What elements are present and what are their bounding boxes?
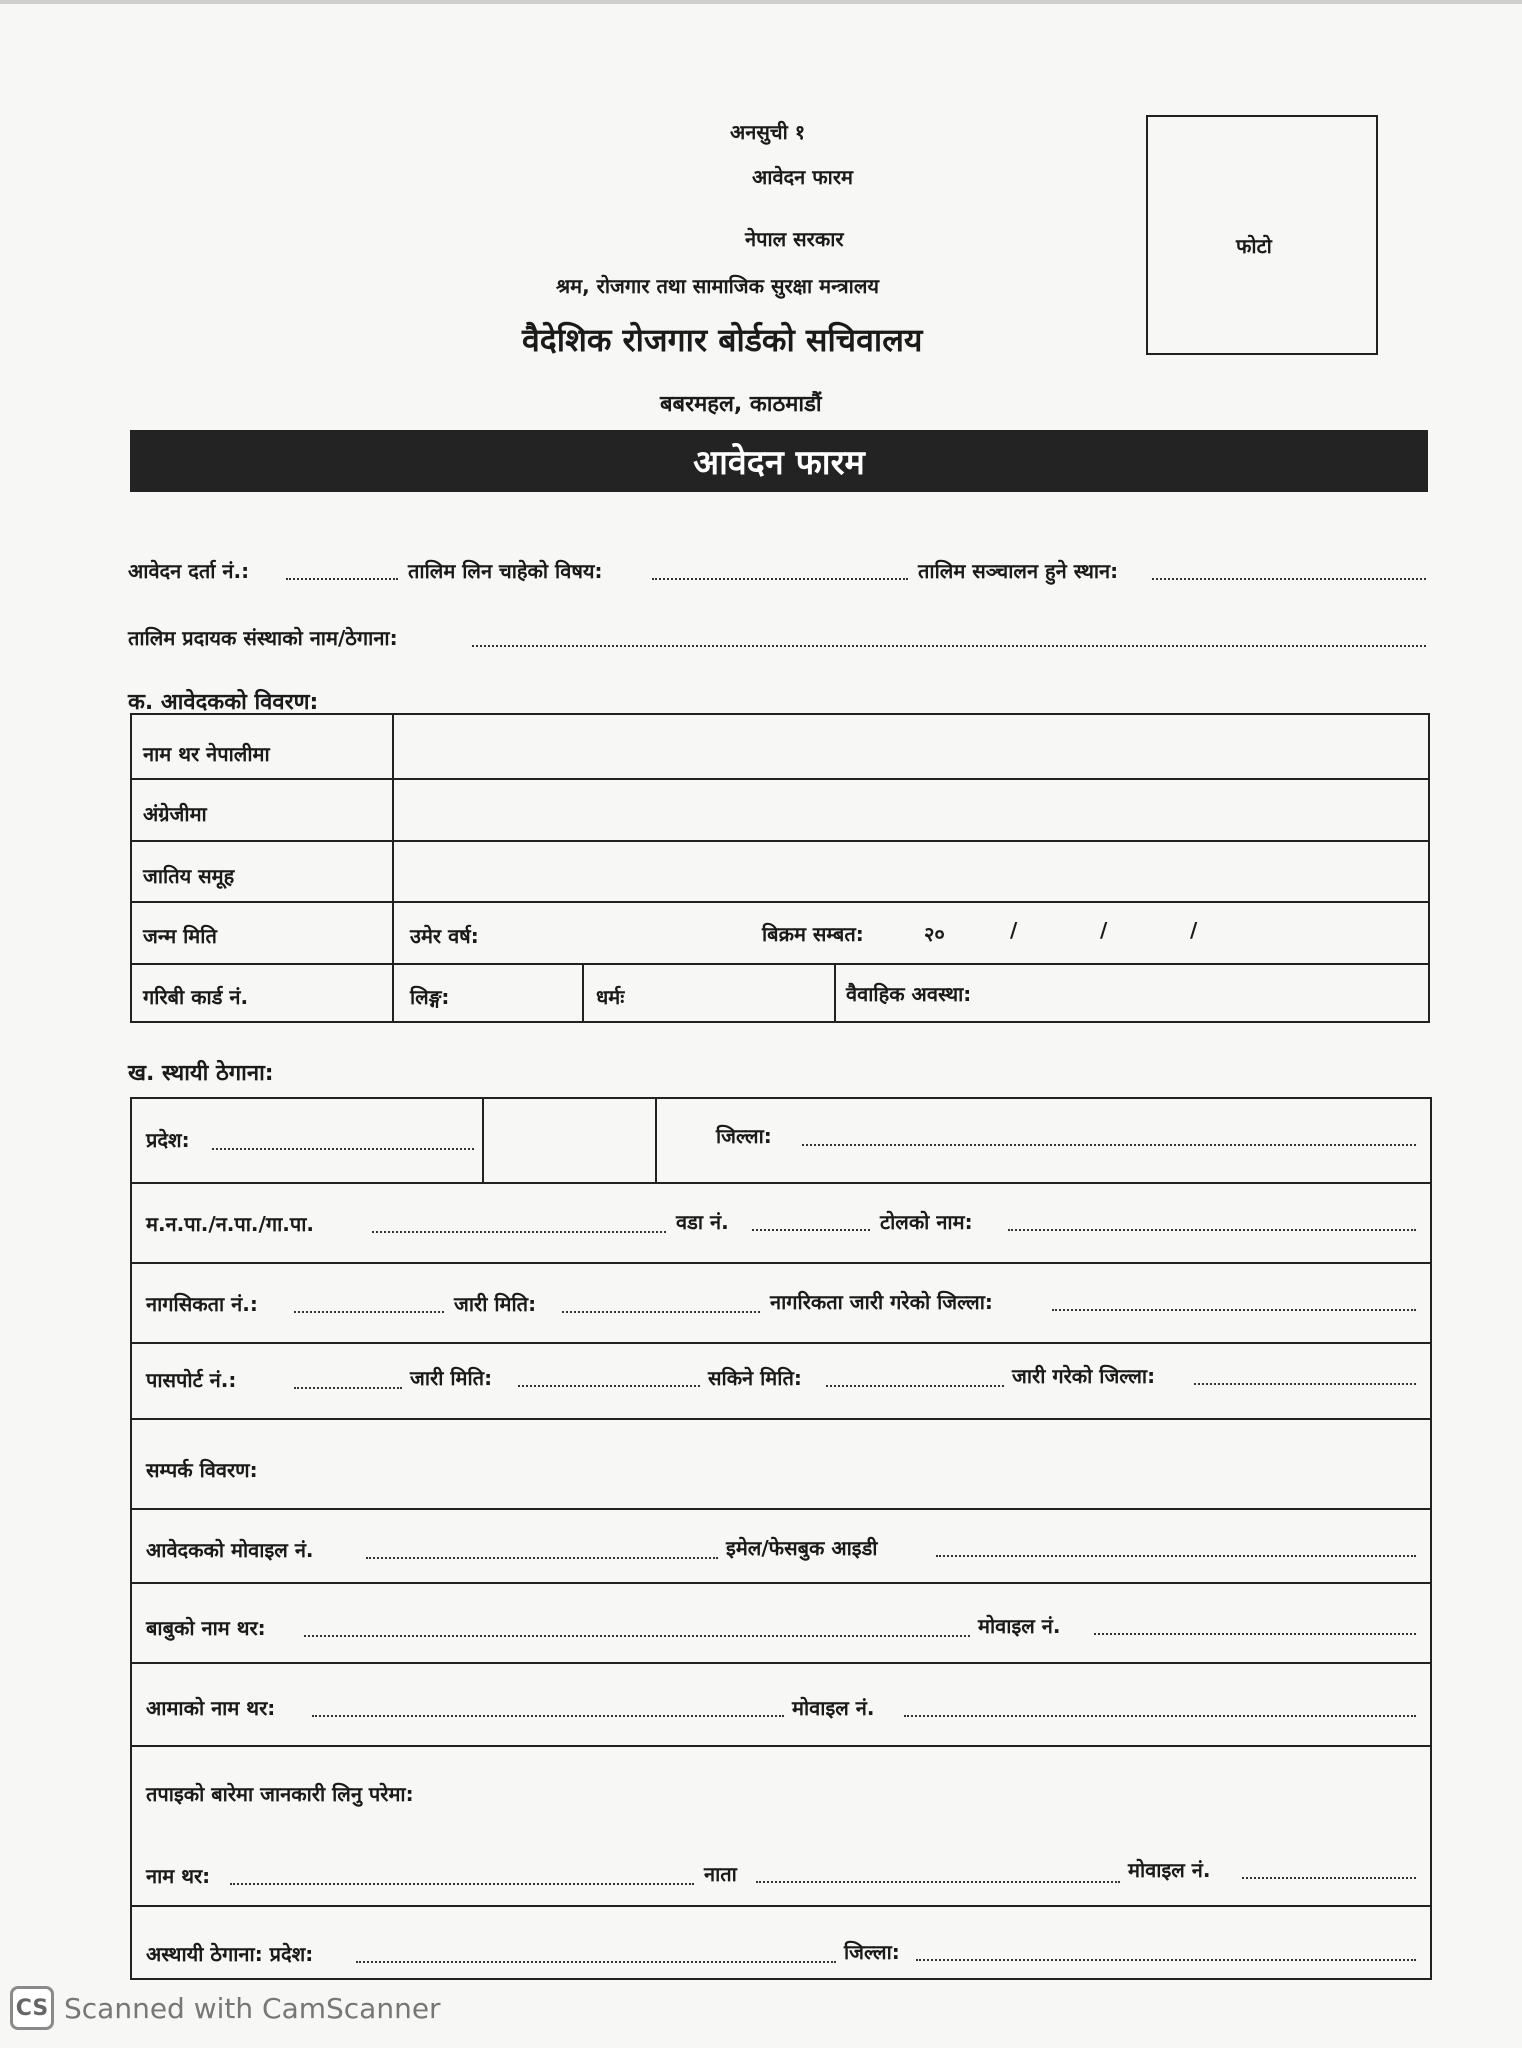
row-divider — [130, 1745, 1432, 1747]
row-divider — [130, 1182, 1432, 1184]
citizenship-district-field[interactable] — [1052, 1309, 1416, 1311]
ward-field[interactable] — [752, 1229, 870, 1231]
passport-issue-label: जारी मिति: — [410, 1366, 493, 1390]
row-divider — [130, 1418, 1432, 1420]
section-kha-heading: ख. स्थायी ठेगाना: — [128, 1061, 274, 1086]
citizenship-no-label: नागसिकता नं.: — [146, 1292, 258, 1316]
office-address: बबरमहल, काठमाडौं — [660, 392, 822, 417]
temp-district-label: जिल्ला: — [844, 1940, 900, 1964]
row-divider — [130, 1662, 1432, 1664]
contact-heading: सम्पर्क विवरण: — [146, 1458, 258, 1482]
name-nepali-label: नाम थर नेपालीमा — [143, 742, 270, 766]
mother-mobile-field[interactable] — [904, 1715, 1416, 1717]
temp-address-label: अस्थायी ठेगाना: प्रदेश: — [146, 1942, 314, 1966]
reference-mobile-label: मोवाइल नं. — [1128, 1858, 1211, 1882]
email-field[interactable] — [936, 1555, 1416, 1557]
citizenship-district-label: नागरिकता जारी गरेको जिल्ला: — [770, 1290, 993, 1314]
mother-mobile-label: मोवाइल नं. — [792, 1696, 875, 1720]
reference-heading: तपाइको बारेमा जानकारी लिनु परेमा: — [146, 1782, 414, 1806]
father-mobile-field[interactable] — [1094, 1633, 1416, 1635]
citizenship-issue-field[interactable] — [562, 1311, 760, 1313]
father-name-field[interactable] — [304, 1635, 970, 1637]
row-divider — [130, 963, 1430, 965]
date-slash: / — [1190, 918, 1198, 942]
temp-district-field[interactable] — [916, 1959, 1416, 1961]
training-subject-field[interactable] — [652, 578, 908, 580]
date-slash: / — [1010, 918, 1018, 942]
scan-edge — [0, 0, 1522, 4]
provider-label: तालिम प्रदायक संस्थाको नाम/ठेगाना: — [128, 626, 398, 650]
religion-label: धर्मः — [596, 985, 625, 1009]
ethnic-group-field[interactable] — [396, 843, 1426, 899]
bs-prefix: २० — [924, 922, 945, 946]
column-divider — [834, 963, 836, 1023]
citizenship-no-field[interactable] — [294, 1311, 444, 1313]
annex-label: अनसुची १ — [730, 120, 806, 144]
column-divider — [482, 1097, 484, 1182]
name-english-field[interactable] — [396, 781, 1426, 838]
form-banner: आवेदन फारम — [130, 430, 1428, 492]
ethnic-group-label: जातिय समूह — [143, 864, 235, 888]
name-nepali-field[interactable] — [396, 716, 1426, 776]
temp-province-field[interactable] — [356, 1961, 836, 1963]
expiry-field[interactable] — [826, 1385, 1004, 1387]
section-ka-heading: क. आवेदकको विवरण: — [128, 690, 319, 715]
citizenship-issue-label: जारी मिति: — [454, 1292, 537, 1316]
photo-label: फोटो — [1236, 234, 1272, 258]
row-divider — [130, 1262, 1432, 1264]
column-divider — [655, 1097, 657, 1182]
reference-name-field[interactable] — [230, 1883, 694, 1885]
row-divider — [130, 901, 1430, 903]
tole-label: टोलको नाम: — [880, 1210, 973, 1234]
date-slash: / — [1100, 918, 1108, 942]
photo-box[interactable] — [1146, 115, 1378, 355]
father-mobile-label: मोवाइल नं. — [978, 1614, 1061, 1638]
gender-label: लिङ्ग: — [410, 985, 450, 1009]
municipality-field[interactable] — [372, 1231, 666, 1233]
relation-label: नाता — [704, 1862, 737, 1886]
column-divider — [582, 963, 584, 1023]
passport-district-field[interactable] — [1194, 1383, 1416, 1385]
email-label: इमेल/फेसबुक आइडी — [726, 1536, 878, 1560]
poverty-card-label: गरिबी कार्ड नं. — [143, 985, 249, 1009]
camscanner-text: Scanned with CamScanner — [64, 1991, 441, 2025]
tole-field[interactable] — [1008, 1229, 1416, 1231]
passport-no-field[interactable] — [294, 1387, 402, 1389]
bs-label: बिक्रम सम्बत: — [762, 922, 864, 946]
reference-name-label: नाम थर: — [146, 1864, 211, 1888]
municipality-label: म.न.पा./न.पा./गा.पा. — [146, 1212, 315, 1236]
district-label: जिल्ला: — [716, 1124, 772, 1148]
applicant-mobile-label: आवेदकको मोवाइल नं. — [146, 1538, 314, 1562]
reference-mobile-field[interactable] — [1242, 1877, 1416, 1879]
government-label: नेपाल सरकार — [745, 227, 844, 251]
district-field[interactable] — [802, 1144, 1416, 1146]
camscanner-watermark — [10, 1985, 441, 2031]
provider-field[interactable] — [472, 645, 1426, 647]
passport-district-label: जारी गरेको जिल्ला: — [1012, 1364, 1156, 1388]
expiry-label: सकिने मिति: — [708, 1366, 802, 1390]
marital-label: वैवाहिक अवस्था: — [846, 982, 972, 1006]
row-divider — [130, 1342, 1432, 1344]
province-label: प्रदेश: — [146, 1128, 190, 1152]
age-label: उमेर वर्ष: — [410, 924, 479, 948]
reg-no-field[interactable] — [286, 578, 398, 580]
row-divider — [130, 1582, 1432, 1584]
applicant-mobile-field[interactable] — [366, 1557, 718, 1559]
training-subject-label: तालिम लिन चाहेको विषय: — [408, 559, 603, 583]
ministry-label: श्रम, रोजगार तथा सामाजिक सुरक्षा मन्त्रालय — [556, 274, 879, 298]
camscanner-logo-icon: CS — [10, 1986, 54, 2030]
mother-name-field[interactable] — [312, 1715, 784, 1717]
form-title-small: आवेदन फारम — [752, 165, 853, 189]
ward-label: वडा नं. — [676, 1210, 729, 1234]
dob-label: जन्म मिति — [143, 924, 217, 948]
passport-issue-field[interactable] — [518, 1385, 700, 1387]
column-divider — [392, 713, 394, 1023]
passport-no-label: पासपोर्ट नं.: — [146, 1368, 237, 1392]
training-location-field[interactable] — [1152, 578, 1426, 580]
reg-no-label: आवेदन दर्ता नं.: — [128, 559, 250, 583]
training-location-label: तालिम सञ्चालन हुने स्थान: — [918, 559, 1119, 583]
relation-field[interactable] — [756, 1881, 1120, 1883]
row-divider — [130, 840, 1430, 842]
row-divider — [130, 1905, 1432, 1907]
province-field[interactable] — [212, 1148, 474, 1150]
father-name-label: बाबुको नाम थर: — [146, 1616, 266, 1640]
row-divider — [130, 778, 1430, 780]
office-title: वैदेशिक रोजगार बोर्डको सचिवालय — [522, 321, 923, 359]
mother-name-label: आमाको नाम थर: — [146, 1696, 276, 1720]
row-divider — [130, 1508, 1432, 1510]
name-english-label: अंग्रेजीमा — [143, 802, 207, 826]
